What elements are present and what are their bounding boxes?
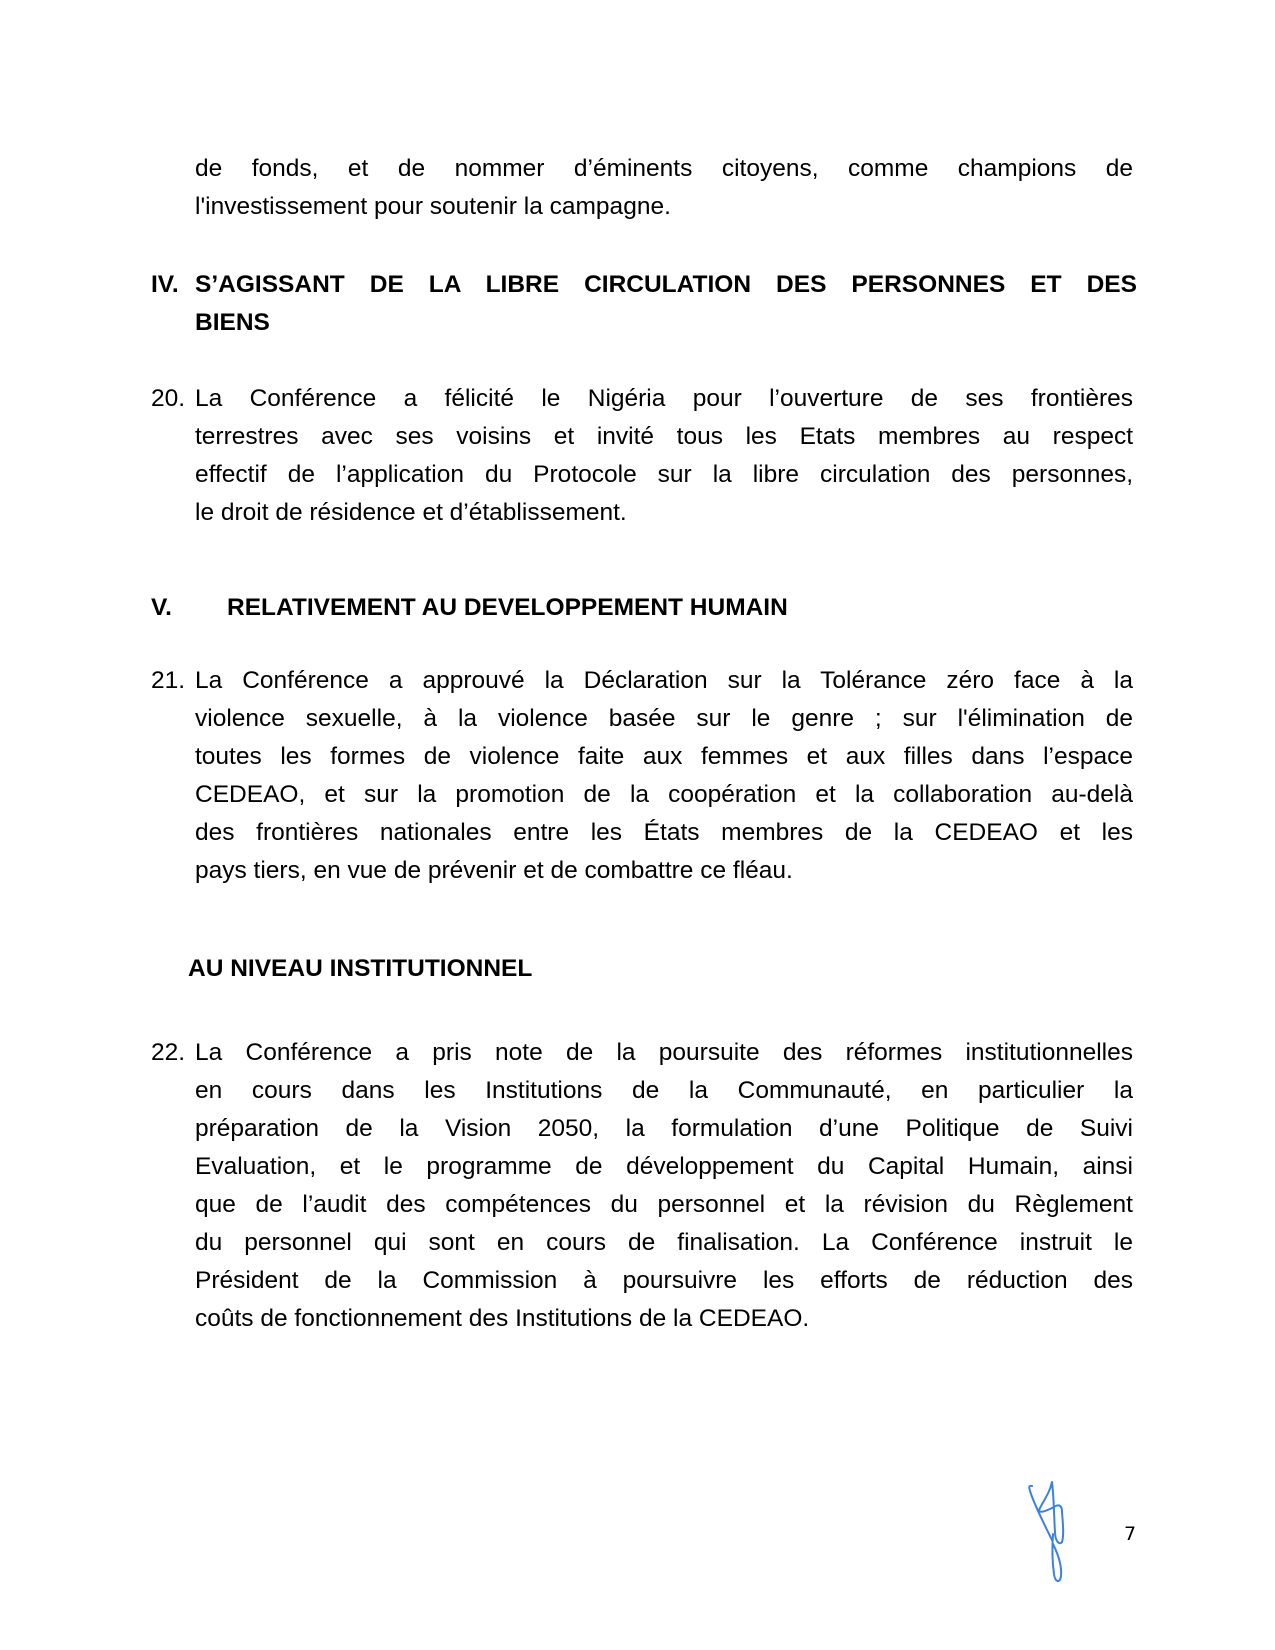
text-line: toutes les formes de violence faite aux femmes et aux filles dans l’espace (195, 743, 1133, 770)
section-heading-v (151, 589, 1051, 627)
section-title: AU NIVEAU INSTITUTIONNEL (188, 955, 533, 982)
text-line: coûts de fonctionnement des Institutions de la CEDEAO. (195, 1305, 810, 1332)
paragraph-22 (151, 1034, 1133, 1338)
text-line: Evaluation, et le programme de développement du Capital Humain, ainsi (195, 1153, 1133, 1180)
text-line: La Conférence a approuvé la Déclaration sur la Tolérance zéro face à la (195, 667, 1133, 694)
text-line: violence sexuelle, à la violence basée sur le genre ; sur l'élimination de (195, 705, 1133, 732)
section-numeral: IV. (151, 271, 179, 298)
text-line: La Conférence a félicité le Nigéria pour l’ouverture de ses frontières (195, 385, 1133, 412)
signature-initials-icon (1022, 1478, 1082, 1588)
paragraph-21 (151, 662, 1133, 890)
text-line: du personnel qui sont en cours de finalisation. La Conférence instruit le (195, 1229, 1133, 1256)
section-title-line: BIENS (195, 309, 270, 336)
text-line: des frontières nationales entre les États membres de la CEDEAO et les (195, 819, 1133, 846)
section-heading-iv (151, 266, 1141, 342)
paragraph-20 (151, 380, 1133, 532)
continuation-paragraph (195, 150, 1133, 226)
section-title: RELATIVEMENT AU DEVELOPPEMENT HUMAIN (227, 594, 788, 621)
text-line: Président de la Commission à poursuivre les efforts de réduction des (195, 1267, 1133, 1294)
text-line: de fonds, et de nommer d’éminents citoyens, comme champions de (195, 155, 1133, 182)
text-line: pays tiers, en vue de prévenir et de combattre ce fléau. (195, 857, 793, 884)
text-line: CEDEAO, et sur la promotion de la coopération et la collaboration au-delà (195, 781, 1133, 808)
section-heading-institutional (188, 950, 532, 988)
paragraph-number: 20. (151, 385, 186, 412)
text-line: que de l’audit des compétences du personnel et la révision du Règlement (195, 1191, 1133, 1218)
text-line: l'investissement pour soutenir la campagne. (195, 193, 671, 220)
section-title-line: S’AGISSANT DE LA LIBRE CIRCULATION DES PERSONNES ET DES (195, 271, 1137, 298)
page-number: 7 (1124, 1523, 1137, 1545)
text-line: en cours dans les Institutions de la Communauté, en particulier la (195, 1077, 1133, 1104)
text-line: le droit de résidence et d’établissement. (195, 499, 627, 526)
section-numeral: V. (151, 594, 172, 621)
text-line: La Conférence a pris note de la poursuite des réformes institutionnelles (195, 1039, 1133, 1066)
text-line: préparation de la Vision 2050, la formulation d’une Politique de Suivi (195, 1115, 1133, 1142)
paragraph-number: 21. (151, 667, 186, 694)
paragraph-number: 22. (151, 1039, 186, 1066)
text-line: effectif de l’application du Protocole sur la libre circulation des personnes, (195, 461, 1133, 488)
text-line: terrestres avec ses voisins et invité tous les Etats membres au respect (195, 423, 1133, 450)
